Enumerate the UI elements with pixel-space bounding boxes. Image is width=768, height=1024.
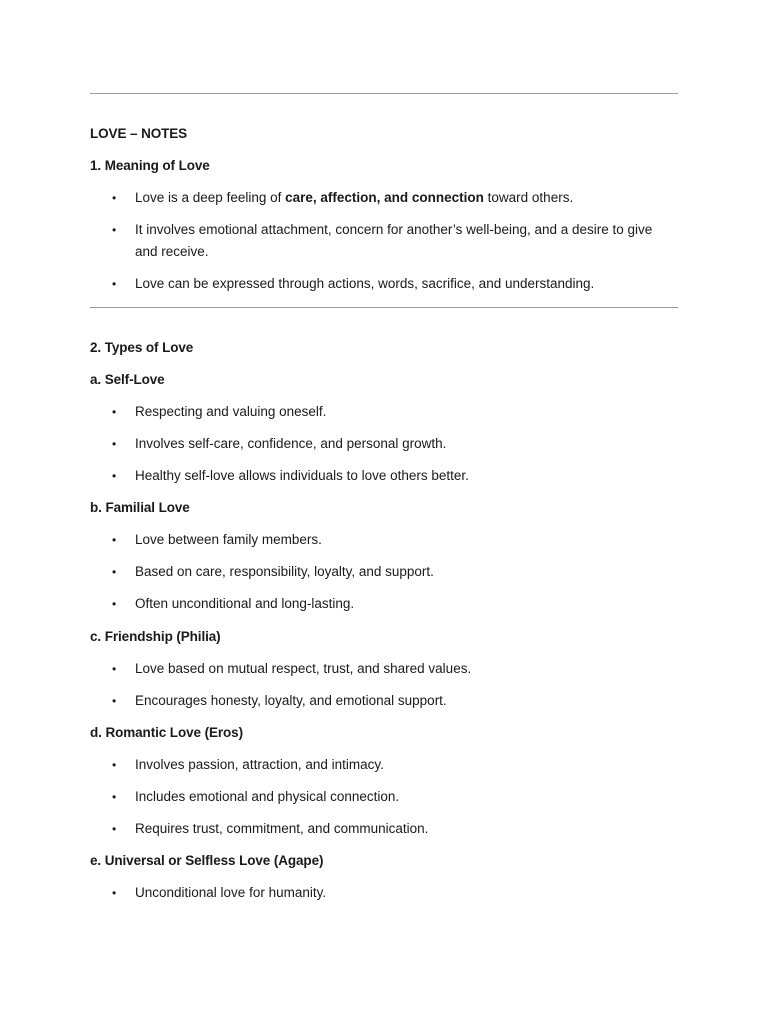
list-item: • Unconditional love for humanity. [90, 882, 678, 904]
familial-love-list [90, 529, 678, 615]
self-love-list [90, 401, 678, 487]
subheading-friendship: c. Friendship (Philia) [90, 629, 221, 644]
list-item: • It involves emotional attachment, concern for another’s well-being, and a desire to give and receive. [90, 219, 678, 263]
meaning-list [90, 187, 678, 295]
list-item: • Requires trust, commitment, and communication. [90, 818, 678, 840]
subheading-familial-love: b. Familial Love [90, 500, 190, 515]
list-item: • Healthy self-love allows individuals to love others better. [90, 465, 678, 487]
document-title: LOVE – NOTES [90, 126, 188, 141]
list-item: • Love based on mutual respect, trust, and shared values. [90, 658, 678, 680]
list-item [90, 187, 678, 209]
bullet-text: toward others. [483, 190, 574, 205]
section-heading-types: 2. Types of Love [90, 340, 194, 355]
list-item: • Involves self-care, confidence, and personal growth. [90, 433, 678, 455]
subheading-romantic-love: d. Romantic Love (Eros) [90, 725, 243, 740]
list-item: • Includes emotional and physical connection. [90, 786, 678, 808]
list-item: • Based on care, responsibility, loyalty, and support. [90, 561, 678, 583]
bullet-text: Love is a deep feeling of [135, 190, 286, 205]
list-item: • Love can be expressed through actions, words, sacrifice, and understanding. [90, 273, 678, 295]
bullet-text-bold: care, affection, and connection [285, 190, 484, 205]
universal-love-list [90, 882, 678, 904]
list-item: • Involves passion, attraction, and intimacy. [90, 754, 678, 776]
friendship-list [90, 658, 678, 712]
list-item: • Respecting and valuing oneself. [90, 401, 678, 423]
list-item: • Encourages honesty, loyalty, and emotional support. [90, 690, 678, 712]
section-heading-meaning: 1. Meaning of Love [90, 158, 210, 173]
horizontal-rule-middle [90, 307, 678, 308]
subheading-universal-love: e. Universal or Selfless Love (Agape) [90, 853, 324, 868]
subheading-self-love: a. Self-Love [90, 372, 165, 387]
romantic-love-list [90, 754, 678, 840]
horizontal-rule-top [90, 93, 678, 94]
list-item: • Often unconditional and long-lasting. [90, 593, 678, 615]
list-item: • Love between family members. [90, 529, 678, 551]
